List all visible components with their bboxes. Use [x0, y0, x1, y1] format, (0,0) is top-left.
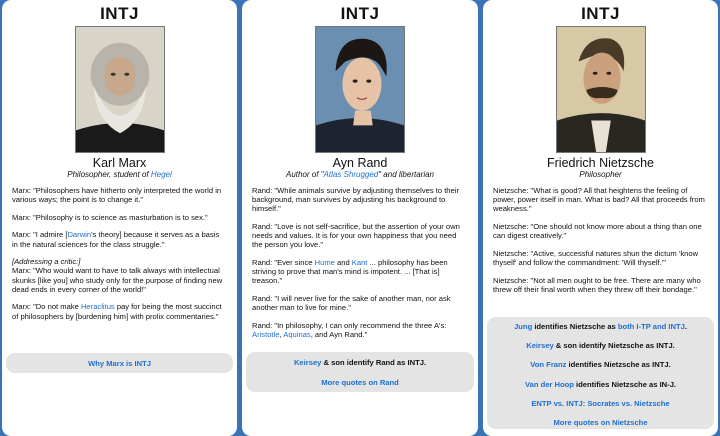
itp-intj-link[interactable]: both I-TP and INTJ — [617, 322, 685, 331]
entp-vs-intj-link[interactable]: ENTP vs. INTJ: Socrates vs. Nietzsche — [531, 398, 670, 408]
van-der-hoop-link[interactable]: Van der Hoop — [524, 379, 574, 389]
quote-item: Nietzsche: "What is good? All that heightens the feeling of power, power itself in man. What is bad? All that proceeds from weakness." — [493, 186, 705, 214]
footer-box — [246, 352, 474, 392]
quote-item: Marx: "Philosophers have hitherto only interpreted the world in various ways; the point is to change it." — [12, 186, 222, 205]
heraclitus-link[interactable]: Heraclitus — [80, 302, 115, 312]
quote-item: Marx: "Philosophy is to science as masturbation is to sex." — [12, 212, 208, 222]
why-marx-intj-link[interactable]: Why Marx is INTJ — [88, 359, 151, 368]
portrait-nietzsche-image — [556, 26, 646, 153]
footer-line — [487, 380, 714, 389]
footer-text: identifies Nietzsche as IN-J. — [573, 379, 677, 389]
quote-item — [252, 258, 468, 286]
von-franz-link[interactable]: Von Franz — [530, 360, 567, 370]
quote-item — [12, 257, 227, 294]
person-subtitle — [242, 170, 478, 180]
quote-text: , — [279, 330, 284, 339]
quote-item: Nietzsche: "One should not know more about a thing than one can digest creatively." — [493, 222, 702, 241]
keirsey-link[interactable]: Keirsey — [526, 341, 554, 351]
quote-text: Rand: "Ever since — [252, 258, 315, 267]
more-quotes-rand-link[interactable]: More quotes on Rand — [321, 378, 399, 387]
subtitle-text: Author of " — [286, 170, 324, 179]
keirsey-link[interactable]: Keirsey — [293, 358, 322, 367]
atlas-shrugged-link[interactable]: Atlas Shrugged — [323, 170, 379, 179]
footer-line — [487, 360, 714, 369]
quote-text: , and Ayn Rand." — [310, 330, 368, 339]
footer-text: . — [684, 322, 687, 331]
footer-line — [487, 322, 714, 331]
quote-text: and — [334, 258, 352, 267]
quote-item — [12, 302, 227, 320]
footer-line — [246, 358, 474, 367]
quote-text: ... philosophy has been striving to prove that man's mind is impotent. ... [That is] treason." — [252, 258, 448, 286]
quote-item: Nietzsche: "Not all men ought to be free. There are many who threw off their final worth when they threw off their bondage." — [493, 275, 701, 294]
footer-line — [487, 341, 714, 350]
more-quotes-nietzsche-link[interactable]: More quotes on Nietzsche — [553, 417, 648, 427]
quote-text: Marx: "Who would want to have to talk always with intellectual skunks [like you] who study only for the purpose of finding new dead ends in every corner of the world!" — [12, 266, 223, 294]
portrait-rand-image — [315, 26, 405, 153]
quote-text: 's theory] because it serves as a basis in the natural sciences for the class struggle." — [12, 230, 220, 249]
person-name: Friedrich Nietzsche — [547, 156, 654, 170]
hume-link[interactable]: Hume — [314, 258, 335, 267]
person-name: Ayn Rand — [332, 156, 388, 170]
quote-item: Rand: "I will never live for the sake of another man, nor ask another man to live for mine." — [252, 294, 451, 313]
footer-box — [487, 317, 714, 429]
quote-text: Marx: "I admire [ — [12, 230, 68, 240]
card-marx — [2, 0, 237, 436]
subtitle-text: " and libertarian — [378, 170, 434, 179]
type-title: INTJ — [581, 4, 620, 23]
quote-list — [242, 186, 478, 339]
person-name: Karl Marx — [92, 156, 147, 170]
portrait-marx-image — [75, 26, 165, 153]
aristotle-link[interactable]: Aristotle — [252, 330, 280, 339]
footer-text: & son identify Nietzsche as INTJ. — [553, 341, 675, 351]
quote-text: Marx: "Do not make — [12, 302, 81, 312]
footer-text: & son identify Rand as INTJ. — [321, 358, 427, 367]
subtitle-text: Philosopher, student of — [67, 170, 151, 179]
person-subtitle — [2, 170, 237, 180]
quote-item — [12, 230, 227, 248]
type-title: INTJ — [100, 4, 139, 23]
darwin-link[interactable]: Darwin — [67, 230, 92, 240]
quote-item: Rand: "Love is not self-sacrifice, but the assertion of your own needs and values. It is for your own happiness that you need the person you love." — [252, 222, 460, 250]
footer-box — [6, 353, 233, 373]
quote-list — [2, 186, 237, 321]
quote-text: Rand: "In philosophy, I can only recommend the three A's: — [252, 320, 447, 330]
quote-context: [Addressing a critic:] — [12, 257, 81, 267]
card-rand — [242, 0, 478, 436]
kant-link[interactable]: Kant — [351, 258, 368, 267]
footer-text: identifies Nietzsche as — [532, 322, 618, 331]
quote-item: Rand: "While animals survive by adjusting themselves to their background, man survives by adjusting his background to himself." — [252, 186, 459, 214]
hegel-link[interactable]: Hegel — [150, 170, 172, 179]
quote-item: Nietzsche: "Active, successful natures shun the dictum 'know thyself' and follow the commandment: 'Will thyself.'" — [493, 248, 699, 267]
quote-item — [252, 321, 468, 339]
type-title: INTJ — [340, 4, 380, 23]
person-subtitle: Philosopher — [579, 170, 622, 179]
jung-link[interactable]: Jung — [514, 322, 533, 331]
aquinas-link[interactable]: Aquinas — [283, 330, 311, 339]
quote-text: pay for being the most succinct of philosophers by [burdening him] with prolix commentaries." — [12, 302, 222, 321]
quote-list — [483, 186, 718, 294]
card-nietzsche — [483, 0, 718, 436]
footer-text: identifies Nietzsche as INTJ. — [566, 360, 671, 370]
